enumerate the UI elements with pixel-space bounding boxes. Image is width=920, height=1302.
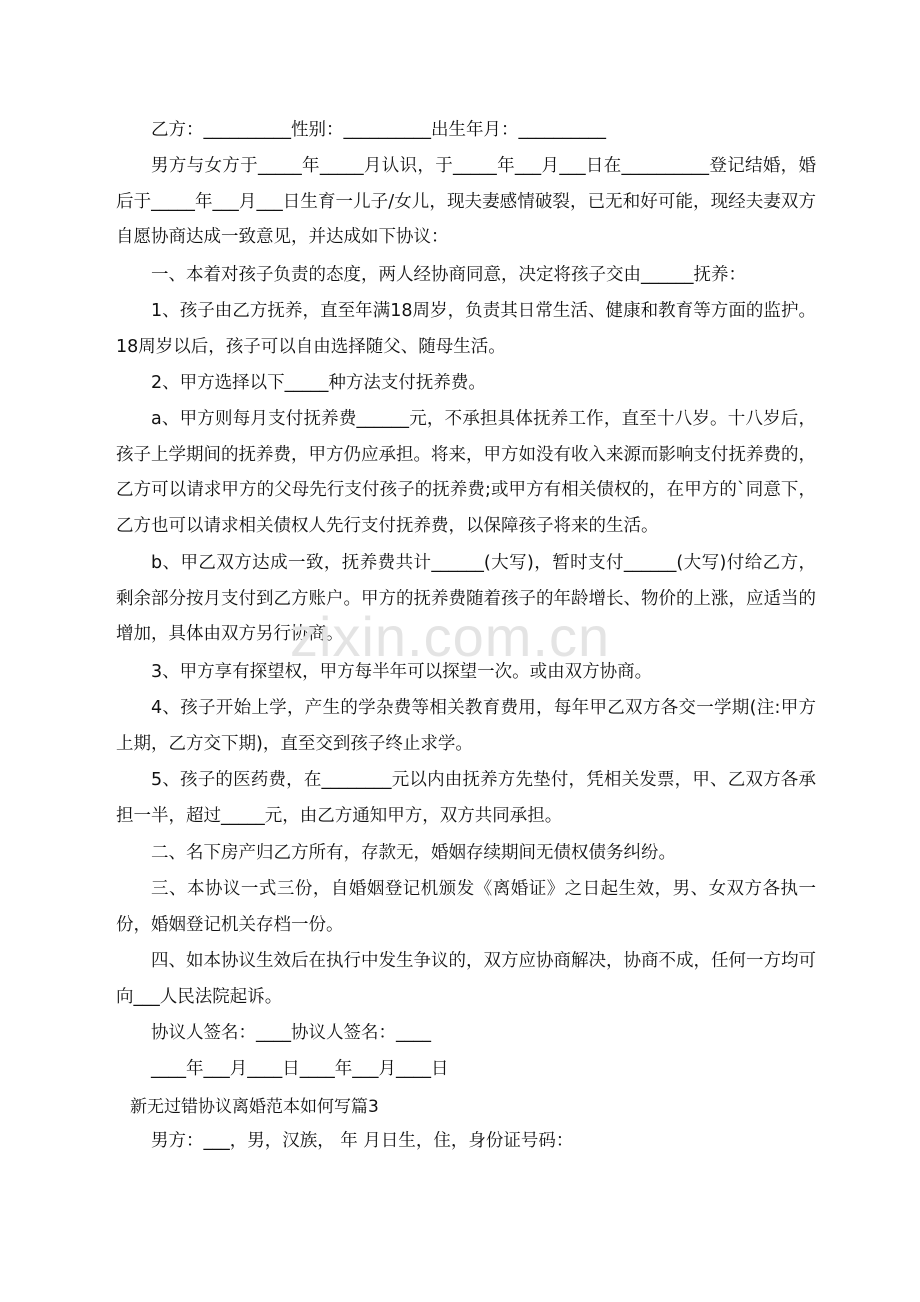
section-title: 新无过错协议离婚范本如何写篇3 xyxy=(130,1097,379,1117)
clause-2-property: 二、名下房产归乙方所有，存款无，婚姻存续期间无债权债务纠纷。 xyxy=(151,843,676,863)
clause-1-3-visitation: 3、甲方享有探望权，甲方每半年可以探望一次。或由双方协商。 xyxy=(151,662,653,682)
signature-line: 协议人签名：____协议人签名：____ xyxy=(151,1023,431,1043)
date-line: ____年___月____日____年___月____日 xyxy=(151,1059,449,1079)
clause-1-custody: 一、本着对孩子负责的态度，两人经协商同意，决定将孩子交由______抚养： xyxy=(151,265,746,285)
clause-1-2-payment-method: 2、甲方选择以下_____种方法支付抚养费。 xyxy=(151,373,486,393)
clause-1-5-medical-fees: 5、孩子的医药费，在________元以内由抚养方先垫付，凭相关发票，甲、乙双方各承担一半，超过_____元，由乙方通知甲方，双方共同承担。 xyxy=(116,770,816,826)
clause-option-b: b、甲乙双方达成一致，抚养费共计______(大写)，暂时支付______(大写)付给乙方，剩余部分按月支付到乙方账户。甲方的抚养费随着孩子的年龄增长、物价的上涨，应适当的增加，具体由双方另行协商。 xyxy=(116,553,816,644)
clause-option-a: a、甲方则每月支付抚养费______元，不承担具体抚养工作，直至十八岁。十八岁后，孩子上学期间的抚养费，甲方仍应承担。将来，甲方如没有收入来源而影响支付抚养费的，乙方可以请求甲方的父母先行支付孩子的抚养费;或甲方有相关债权的，在甲方的`同意下，乙方也可以请求相关债权人先行支付抚养费，以保障孩子将来的生活。 xyxy=(116,409,816,536)
clause-1-1-child-care: 1、孩子由乙方抚养，直至年满18周岁，负责其日常生活、健康和教育等方面的监护。18周岁以后，孩子可以自由选择随父、随母生活。 xyxy=(116,301,816,357)
male-party-info: 男方：___，男，汉族， 年 月日生，住，身份证号码： xyxy=(151,1131,574,1151)
clause-4-disputes: 四、如本协议生效后在执行中发生争议的，双方应协商解决，协商不成，任何一方均可向___人民法院起诉。 xyxy=(116,951,816,1007)
marriage-background-paragraph: 男方与女方于_____年_____月认识，于_____年___月___日在__________登记结婚，婚后于_____年___月___日生育一儿子/女儿，现夫妻感情破裂，已无和好可能，现经夫妻双方自愿协商达成一致意见，并达成如下协议： xyxy=(116,156,816,247)
clause-1-4-education-fees: 4、孩子开始上学，产生的学杂费等相关教育费用，每年甲乙双方各交一学期(注:甲方上期，乙方交下期)，直至交到孩子终止求学。 xyxy=(116,698,816,754)
clause-3-effectiveness: 三、本协议一式三份，自婚姻登记机颁发《离婚证》之日起生效，男、女双方各执一份，婚姻登记机关存档一份。 xyxy=(116,879,816,935)
party-b-info: 乙方：__________性别：__________出生年月：__________ xyxy=(151,120,606,140)
watermark: zixin.com.cn xyxy=(290,605,611,668)
